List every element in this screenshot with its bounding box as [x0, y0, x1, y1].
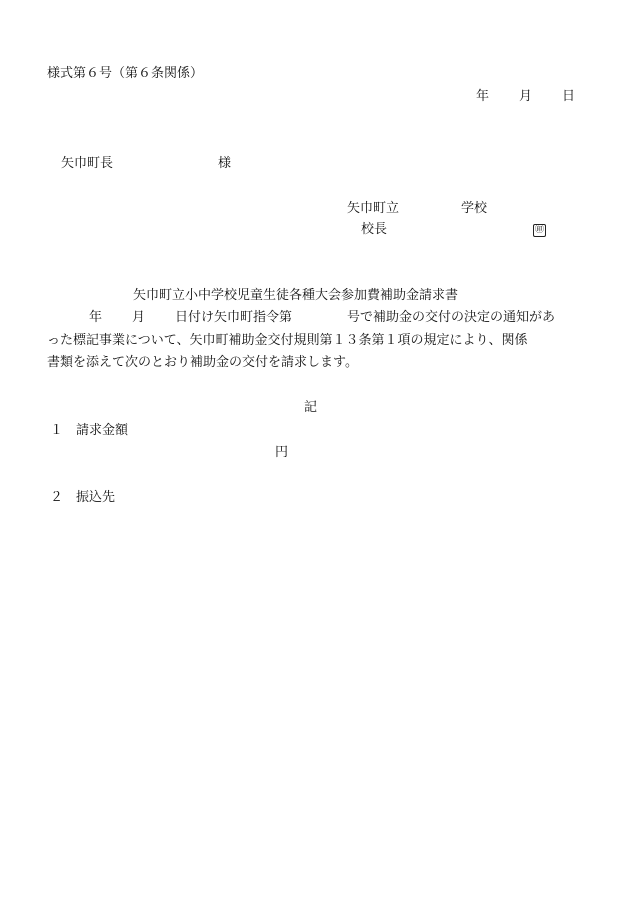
school-suffix: 学校	[461, 201, 488, 216]
amount-unit: 円	[275, 445, 289, 460]
seal-mark: ㊞	[534, 225, 544, 235]
date-year: 年	[476, 89, 490, 104]
date-month: 月	[519, 89, 533, 104]
body-line3: 書類を添えて次のとおり補助金の交付を請求します。	[47, 355, 358, 370]
body-line1-rest: 号で補助金の交付の決定の通知があ	[347, 310, 556, 325]
item-number: ２	[50, 490, 64, 505]
addressee-honorific: 様	[218, 156, 232, 171]
principal-label: 校長	[361, 222, 388, 237]
body-month: 月	[132, 310, 146, 325]
item-label: 振込先	[76, 490, 116, 505]
form-number: 様式第６号（第６条関係）	[47, 66, 204, 81]
item-label: 請求金額	[76, 423, 129, 438]
body-year: 年	[89, 310, 103, 325]
item-number: １	[50, 423, 64, 438]
document-title: 矢巾町立小中学校児童生徒各種大会参加費補助金請求書	[133, 288, 459, 303]
ki-heading: 記	[304, 400, 318, 415]
body-date-notice: 日付け矢巾町指令第	[175, 310, 293, 325]
date-day: 日	[562, 89, 576, 104]
addressee-name: 矢巾町長	[61, 156, 114, 171]
school-prefix: 矢巾町立	[347, 201, 400, 216]
body-line2: った標記事業について、矢巾町補助金交付規則第１３条第１項の規定により、関係	[47, 333, 528, 348]
